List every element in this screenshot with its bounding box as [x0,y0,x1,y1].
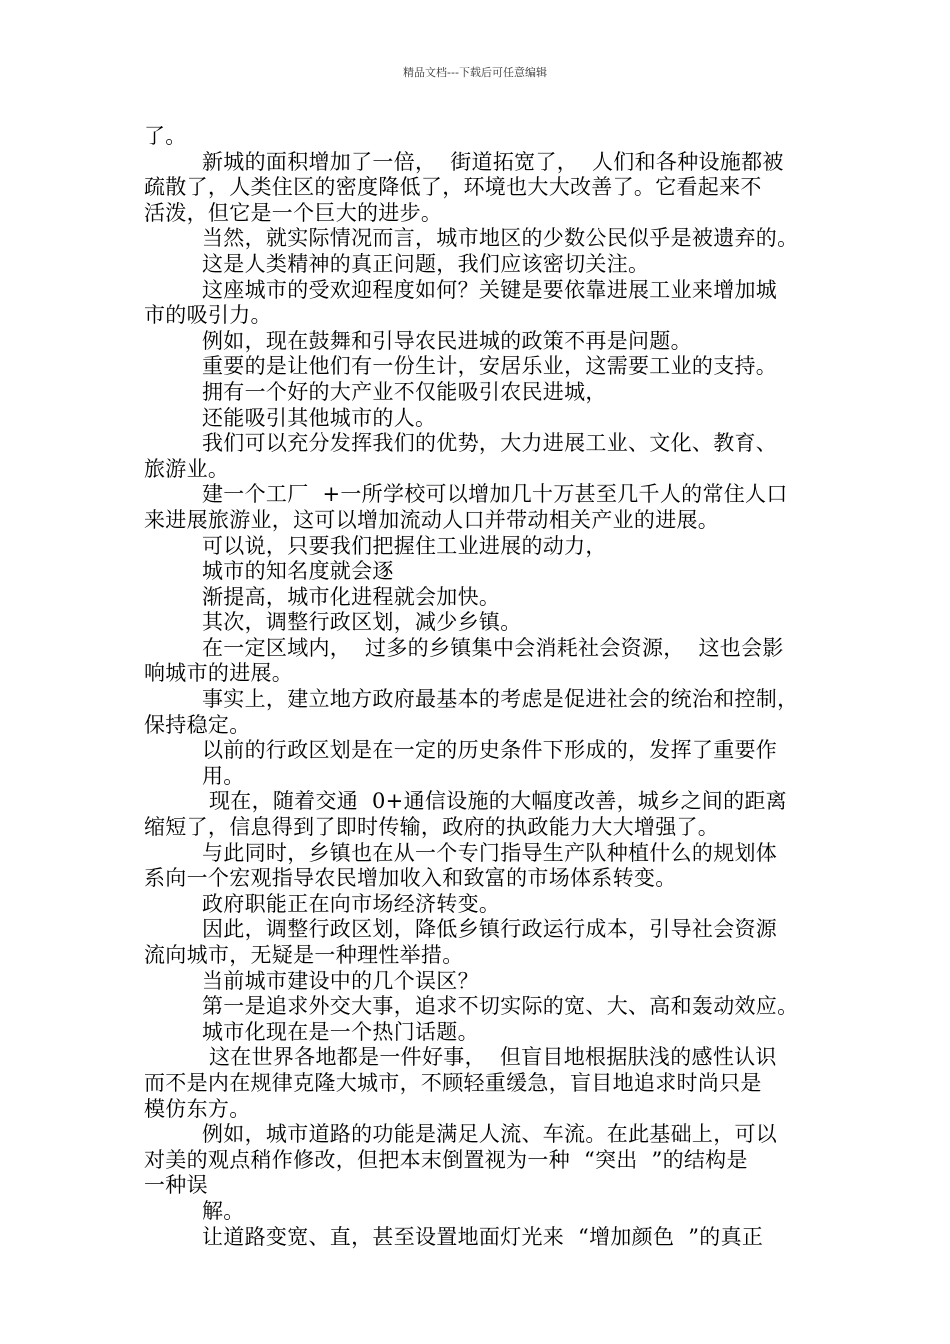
text-line: 这是人类精神的真正问题，我们应该密切关注。 [202,251,650,276]
text-line: 因此，调整行政区划，降低乡镇行政运行成本，引导社会资源 [202,917,778,942]
text-line: 来进展旅游业，这可以增加流动人口并带动相关产业的进展。 [144,507,720,532]
text-line: 当然，就实际情况而言，城市地区的少数公民似乎是被遗弃的。 [202,226,799,251]
text-line: 与此同时，乡镇也在从一个专门指导生产队种植什么的规划体 [202,840,778,865]
text-line: 例如，现在鼓舞和引导农民进城的政策不再是问题。 [202,328,692,353]
text-line: 响城市的进展。 [144,661,294,686]
text-line: 这座城市的受欢迎程度如何？关键是要依靠进展工业来增加城 [202,277,778,302]
text-line: 活泼，但它是一个巨大的进步。 [144,200,443,225]
text-line: 第一是追求外交大事，追求不切实际的宽、大、高和轰动效应。 [202,994,799,1019]
text-line: 其次，调整行政区划，减少乡镇。 [202,610,522,635]
text-line: 建一个工厂 +一所学校可以增加几十万甚至几千人的常住人口 [202,482,788,507]
text-line: 在一定区域内， 过多的乡镇集中会消耗社会资源， 这也会影 [202,635,784,660]
text-line: 解。 [202,1198,245,1223]
text-line: 事实上，建立地方政府最基本的考虑是促进社会的统治和控制， [202,687,799,712]
text-line: 流向城市，无疑是一种理性举措。 [144,943,464,967]
text-line: 城市化现在是一个热门话题。 [202,1019,479,1044]
text-line: 缩短了，信息得到了即时传输，政府的执政能力大大增强了。 [144,815,720,840]
text-line: 模仿东方。 [144,1096,251,1121]
text-line: 而不是内在规律克隆大城市，不顾轻重缓急，盲目地追求时尚只是 [144,1070,762,1095]
text-line: 保持稳定。 [144,712,251,737]
text-line: 让道路变宽、直，甚至设置地面灯光来 “增加颜色 ”的真正 [202,1224,764,1249]
text-line: 还能吸引其他城市的人。 [202,405,437,430]
text-line: 旅游业。 [144,456,230,481]
text-line: 渐提高，城市化进程就会加快。 [202,584,501,609]
text-line: 以前的行政区划是在一定的历史条件下形成的，发挥了重要作 [202,738,778,763]
text-line: 对美的观点稍作修改，但把本末倒置视为一种 “突出 ”的结构是 [144,1147,748,1172]
text-line: 重要的是让他们有一份生计，安居乐业，这需要工业的支持。 [202,354,778,379]
text-line: 现在，随着交通 0+通信设施的大幅度改善，城乡之间的距离 [202,789,787,814]
page-header: 精品文档---下载后可任意编辑 [403,66,547,79]
text-line: 系向一个宏观指导农民增加收入和致富的市场体系转变。 [144,866,677,891]
text-line: 了。 [144,124,187,148]
text-line: 政府职能正在向市场经济转变。 [202,891,501,916]
text-line: 疏散了，人类住区的密度降低了，环境也大大改善了。它看起来不 [144,175,762,200]
text-line: 用。 [202,763,245,788]
document-body [144,124,824,1250]
text-line: 当前城市建设中的几个误区？ [202,968,479,993]
text-line: 可以说，只要我们把握住工业进展的动力， [202,533,607,558]
text-line: 市的吸引力。 [144,303,272,328]
text-line: 一种误 [144,1173,208,1198]
text-line: 拥有一个好的大产业不仅能吸引农民进城， [202,379,607,404]
text-line: 新城的面积增加了一倍， 街道拓宽了， 人们和各种设施都被 [202,149,784,174]
text-line: 这在世界各地都是一件好事， 但盲目地根据肤浅的感性认识 [202,1045,777,1070]
text-line: 例如，城市道路的功能是满足人流、车流。在此基础上，可以 [202,1122,778,1147]
text-line: 我们可以充分发挥我们的优势，大力进展工业、文化、教育、 [202,431,778,456]
text-line: 城市的知名度就会逐 [202,559,394,584]
